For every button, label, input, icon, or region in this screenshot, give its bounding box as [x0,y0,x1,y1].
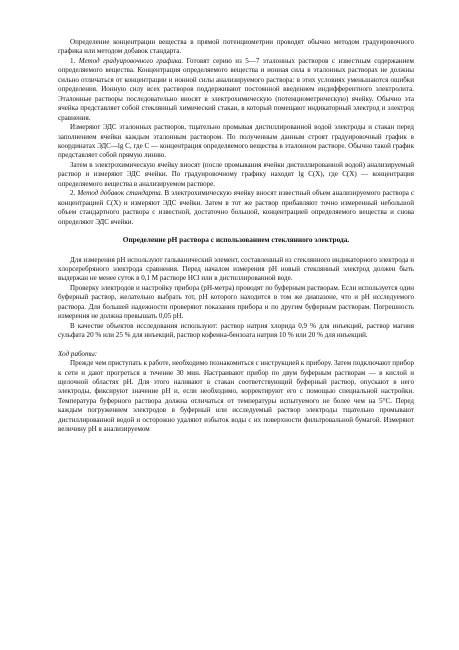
objects-paragraph: В качестве объектов исследования используют: раствор натрия хлорида 0,9 % для инъекций, раствор магния сульфата 20 % или 25 % для инъекций, раствор кофеина-бензоата натрия 10 % или 20 % для инъекций. [58,321,414,340]
procedure-heading: Ход работы: [58,349,98,358]
item-number: 2. [70,189,76,198]
sample-measurement-paragraph: Затем в электрохимическую ячейку вносят (после промывания ячейки дистиллированной водой) анализируемый раствор и измеряют ЭДС ячейки. По градуировочному графику находят lg C(X), где C(X) — концентрация определяемого вещества в анализируемом растворе. [58,160,414,188]
section-heading: Определение pH раствора с использованием стеклянного электрода. [122,235,350,245]
emf-measurement-paragraph: Измеряют ЭДС эталонных растворов, тщательно промывая дистиллированной водой электроды и стакан перед заполнением ячейки каждым эталонным раствором. По полученным данным строят градуировочный график в координатах ЭДС—lg C, где C — концентрация определяемого вещества в эталонном растворе. Обычно такой график представляет собой прямую линию. [58,123,414,160]
method-title: Метод градуировочного графика. [78,56,184,65]
method-text: В электрохимическую ячейку вносят известный объем анализируемого раствора с концентрацией C(X) и измеряют ЭДС ячейки. Затем в тот же раствор прибавляют точно измеренный небольшой объем стандартного раствора с известной, достаточно большой, концентрацией определяемого вещества и снова определяют ЭДС ячейки. [58,189,415,226]
ph-intro-paragraph: Для измерения pH используют гальванический элемент, составленный из стеклянного индикаторного электрода и хлорсеребряного электрода сравнения. Перед началом измерения pH новый стеклянный электрод должен быть выдержан не менее суток в 0,1 М растворе HCl или в дистиллированной воде. [58,255,414,283]
document-body [58,38,414,435]
method-text: Готовят серию из 5—7 эталонных растворов с известным содержанием определяемого вещества. Концентрация определяемого вещества и ионная сила в эталонных растворах не должны сильно отличаться от концентрации и ионной силы анализируемого раствора: в этих условиях уменьшаются ошибки определения. Ионную силу всех растворов поддерживают постоянной введением индифферентного электролита. Эталонные растворы последовательно вносят в электрохимическую (потенциометрическую) ячейку. Обычно эта ячейка представляет собой стеклянный химический стакан, в который помещают индикаторный электрод и электрод сравнения. [58,56,415,122]
method-additions-paragraph [58,189,414,227]
intro-paragraph: Определение концентрации вещества в прямой потенциометрии проводят обычно методом градуировочного графика или методом добавок стандарта. [58,38,414,56]
method-title: Метод добавок стандарта. [77,189,163,198]
item-number: 1. [70,56,76,65]
method-calibration-paragraph [58,57,414,123]
procedure-paragraph: Прежде чем приступать к работе, необходимо познакомиться с инструкцией к прибору. Затем подключают прибор к сети и дают прогреться в течение 30 мин. Настраивают прибор по двум буферным растворам — в кислой и щелочной областях pH. Для этого наливают в стакан соответствующий буферный раствор, опускают в него электроды, фиксируют значение pH и, если необходимо, корректируют его с помощью специальной настройки. Температура буферного раствора должна отличаться от температуры испытуемого не более чем на 5°С. Перед каждым погружением электродов в буферный или исследуемый раствор электроды тщательно промывают дистиллированной водой и осторожно удаляют избыток воды с их поверхности фильтровальной бумагой. Измеряют величину pH в анализируемом [58,359,414,434]
calibration-check-paragraph: Проверку электродов и настройку прибора (pH-метра) проводят по буферным растворам. Если используется один буферный раствор, желательно выбрать тот, pH которого находится в том же диапазоне, что и pH исследуемого раствора. Для большей надежности проверяют показания прибора и по другим буферным растворам. Погрешность измерения не должна превышать 0,05 pH. [58,283,414,321]
